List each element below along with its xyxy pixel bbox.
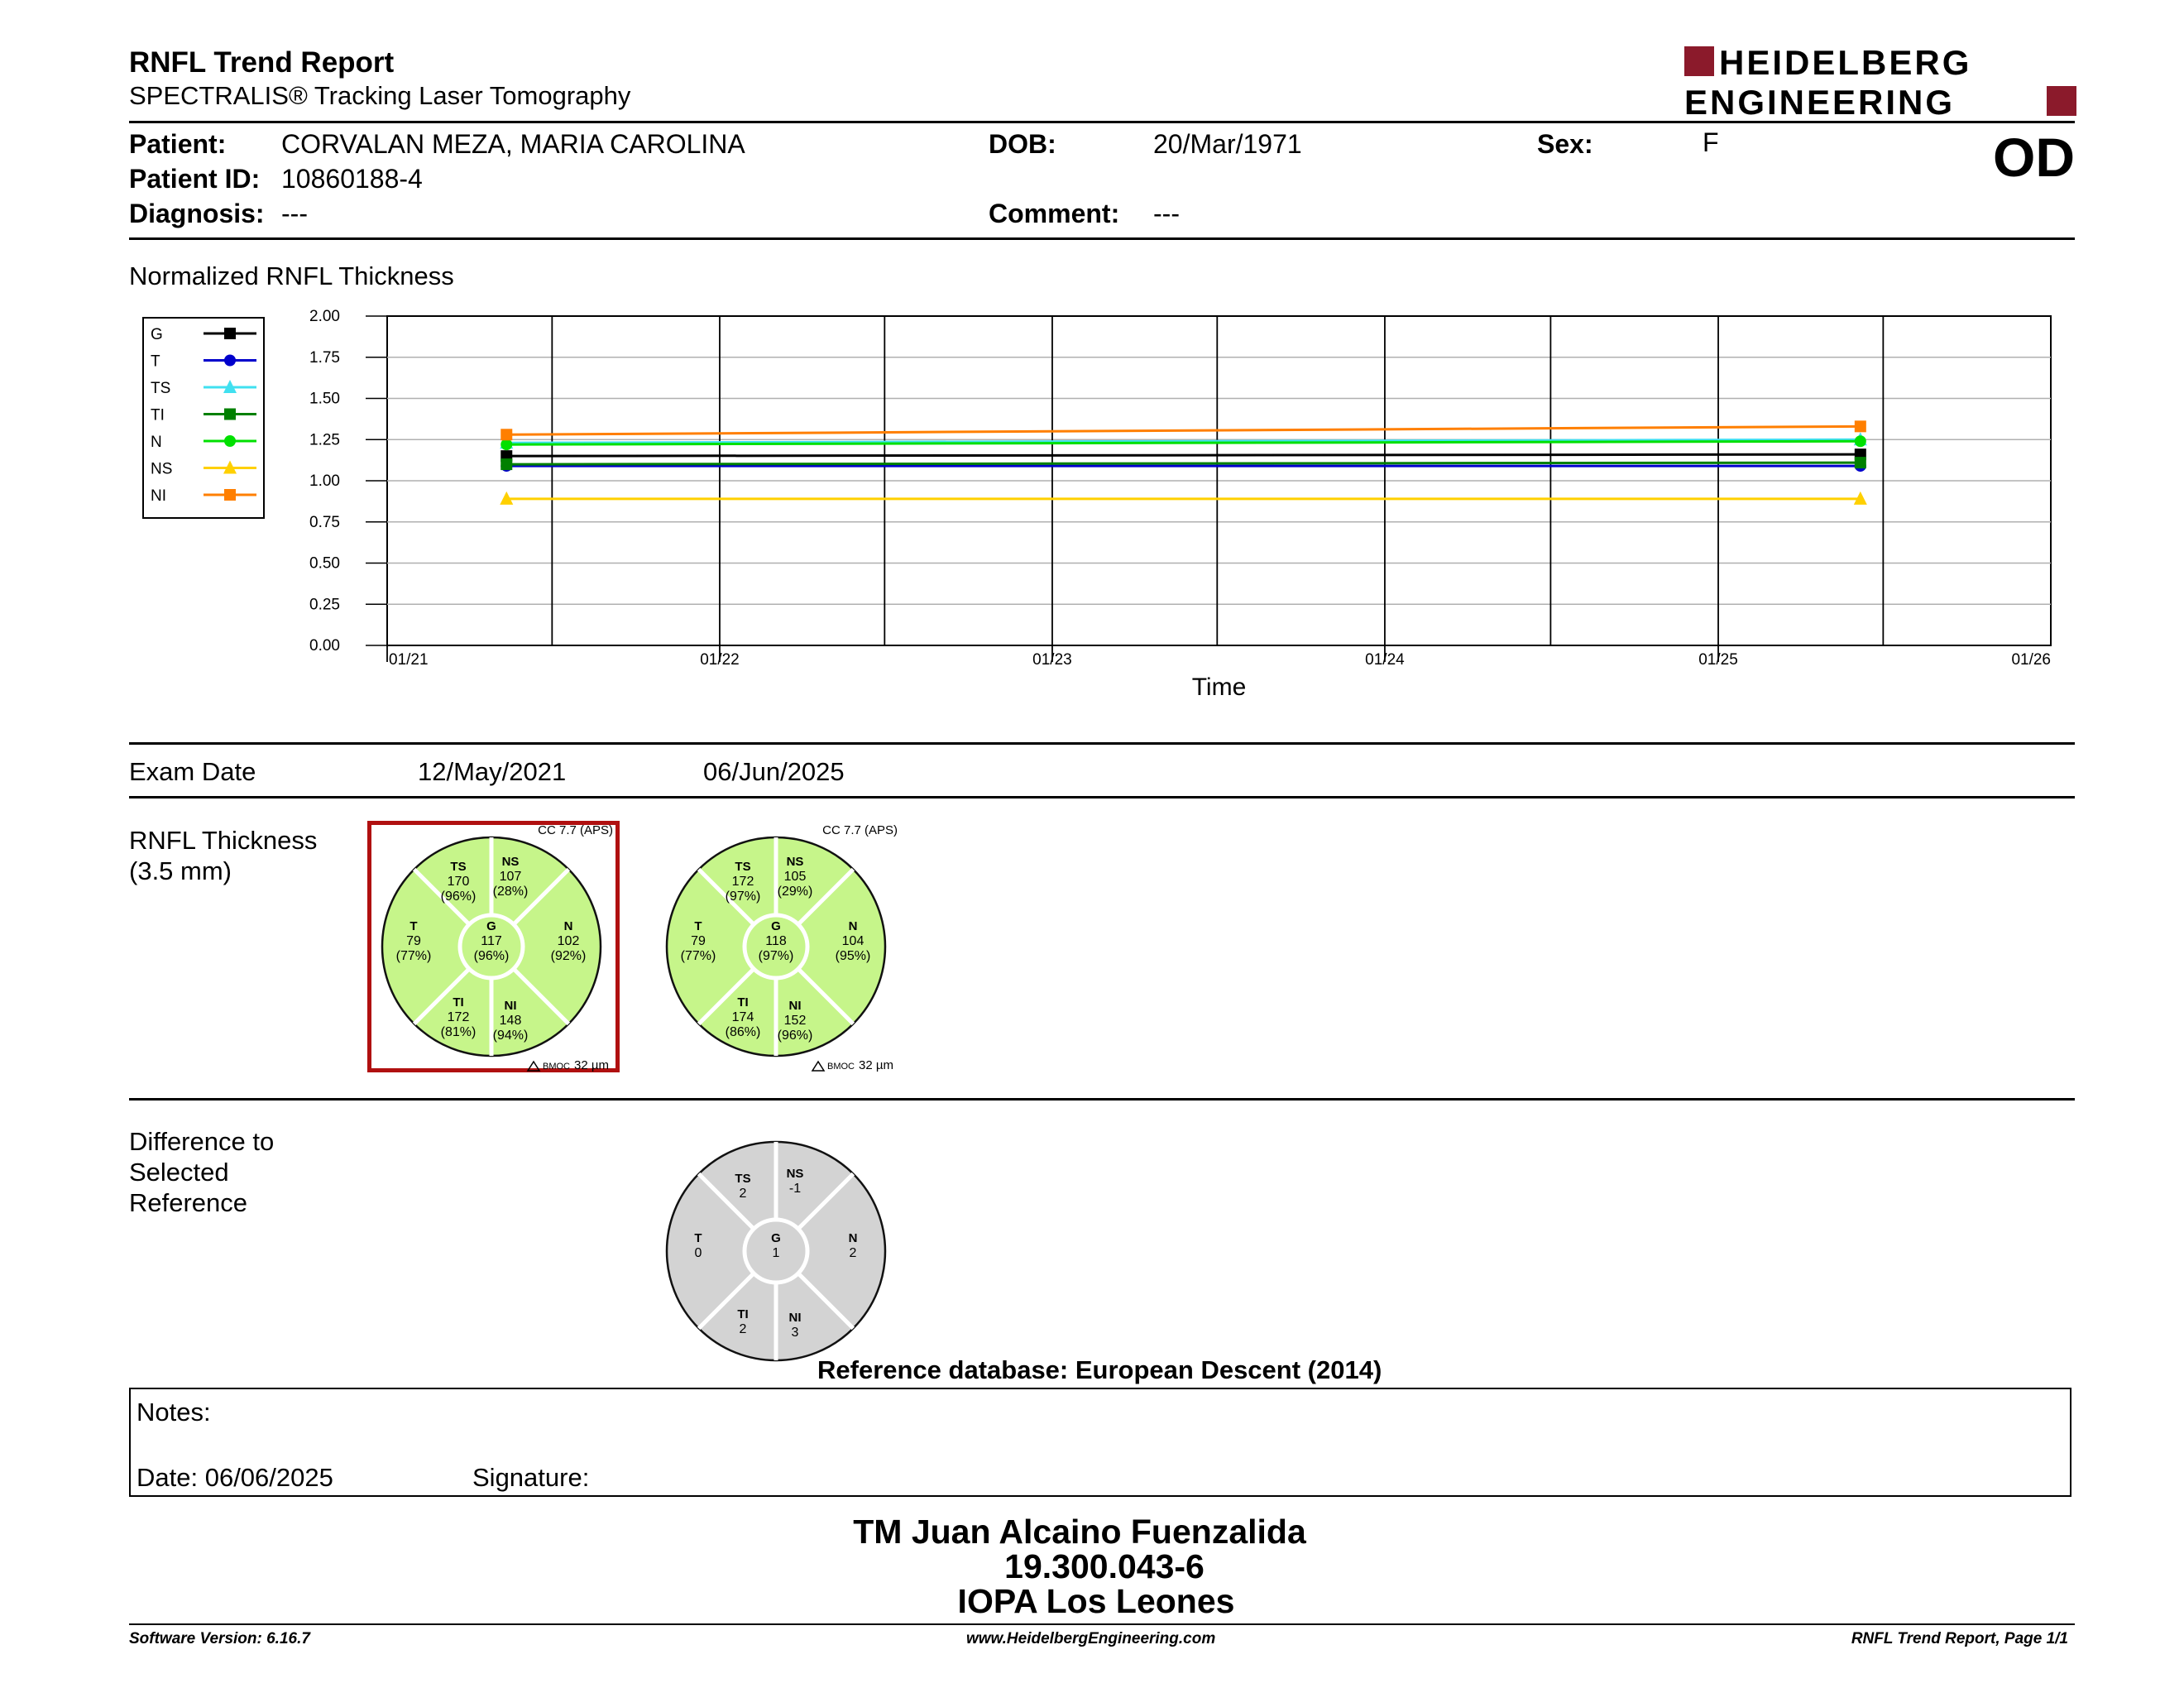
sector-ts-percent: (96%) (440, 890, 477, 904)
sector-ts-name: TS (450, 860, 467, 874)
thickness-label (129, 825, 317, 886)
logo-text-line2: ENGINEERING (1684, 83, 1956, 117)
sex-label: Sex: (1537, 129, 1593, 159)
sector-ts-value: 2 (739, 1187, 747, 1201)
sector-ni-name: NI (504, 999, 517, 1013)
sector-ni-value: 152 (783, 1014, 807, 1028)
x-axis-label: Time (1191, 674, 1247, 701)
sector-g-percent: (96%) (473, 949, 510, 963)
y-tick-label: 1.25 (309, 431, 340, 449)
sector-ti-percent: (81%) (440, 1025, 477, 1039)
comment-label: Comment: (989, 199, 1120, 228)
sector-g-value: 118 (765, 934, 787, 948)
x-tick-label: 01/21 (389, 651, 429, 669)
operator-name: TM Juan Alcaino Fuenzalida (853, 1513, 1306, 1551)
chart-title: Normalized RNFL Thickness (129, 261, 454, 290)
sector-ti-value: 172 (447, 1010, 470, 1024)
y-tick-label: 1.50 (309, 390, 340, 408)
data-point-ti (500, 458, 512, 470)
sector-t-value: 79 (406, 934, 421, 948)
sector-t-value: 0 (694, 1246, 702, 1260)
difference-label-line2: Selected (129, 1158, 229, 1187)
y-tick-label: 0.50 (309, 554, 340, 573)
delta-icon (812, 1062, 824, 1071)
thickness-divider (129, 1098, 2075, 1101)
sector-ns-value: 107 (499, 870, 522, 884)
dob-label: DOB: (989, 129, 1056, 159)
sector-n-value: 102 (557, 934, 580, 948)
notes-date: Date: 06/06/2025 (136, 1463, 333, 1492)
legend-label-n: N (151, 434, 162, 451)
y-tick-label: 0.25 (309, 596, 340, 614)
data-point-ni (500, 429, 512, 440)
legend-marker-ti (224, 409, 236, 420)
y-tick-label: 0.00 (309, 637, 340, 655)
legend-marker-ni (224, 489, 236, 501)
patient-name: CORVALAN MEZA, MARIA CAROLINA (281, 129, 745, 159)
sector-ni-name: NI (788, 999, 802, 1013)
y-tick-label: 0.75 (309, 513, 340, 531)
exam-divider (129, 796, 2075, 798)
notes-box[interactable] (129, 1388, 2071, 1497)
sector-ni-percent: (94%) (492, 1029, 529, 1043)
footer-website[interactable]: www.HeidelbergEngineering.com (966, 1630, 1216, 1647)
sector-g-value: 1 (772, 1246, 780, 1260)
footer-page: RNFL Trend Report, Page 1/1 (1851, 1630, 2068, 1647)
series-line-g (506, 454, 1861, 456)
sector-n-percent: (92%) (550, 949, 587, 963)
sector-ns-value: 105 (783, 870, 807, 884)
thickness-sector-map (652, 821, 904, 1072)
thickness-sector-map (367, 821, 620, 1072)
scan-quality-label: CC 7.7 (APS) (538, 823, 613, 837)
thickness-label-line1: RNFL Thickness (129, 826, 318, 855)
legend-label-ti: TI (151, 406, 165, 424)
sector-ti-value: 2 (739, 1322, 747, 1336)
notes-label: Notes: (136, 1398, 211, 1427)
bmoc-value: 32 µm (574, 1058, 609, 1072)
sector-n-percent: (95%) (835, 949, 871, 963)
legend-label-ni: NI (151, 487, 166, 505)
difference-circle (652, 1138, 904, 1369)
operator-rut: 19.300.043-6 (1004, 1547, 1205, 1585)
sector-t-percent: (77%) (680, 949, 716, 963)
patient-label: Patient: (129, 129, 227, 159)
footer-divider (129, 1623, 2075, 1625)
sector-ti-value: 174 (731, 1010, 754, 1024)
sector-ts-percent: (97%) (725, 890, 761, 904)
sector-ts-name: TS (735, 1172, 751, 1186)
trend-chart (0, 0, 2184, 728)
thickness-circle-exam-1[interactable] (367, 821, 620, 1072)
sector-ti-name: TI (737, 1307, 749, 1321)
sector-g-name: G (771, 1231, 781, 1245)
difference-sector-map (652, 1138, 904, 1369)
sector-n-value: 2 (849, 1246, 857, 1260)
operator-block (0, 1514, 2184, 1618)
data-point-n (500, 439, 512, 450)
sector-g-name: G (771, 919, 781, 933)
exam-date-1: 12/May/2021 (418, 757, 567, 786)
sector-g-percent: (97%) (758, 949, 794, 963)
legend-marker-g (224, 328, 236, 339)
sector-ni-name: NI (788, 1311, 802, 1325)
sector-ts-value: 172 (731, 875, 754, 889)
data-point-n (1855, 435, 1866, 447)
sector-t-name: T (694, 919, 702, 933)
y-tick-label: 1.75 (309, 348, 340, 367)
legend-label-g: G (151, 326, 163, 343)
sector-ti-percent: (86%) (725, 1025, 761, 1039)
sex-value: F (1703, 127, 1719, 157)
footer-version: Software Version: 6.16.7 (129, 1630, 310, 1647)
sector-ts-name: TS (735, 860, 751, 874)
x-tick-label: 01/25 (1698, 651, 1738, 669)
thickness-label-line2: (3.5 mm) (129, 856, 232, 885)
operator-clinic: IOPA Los Leones (957, 1582, 1235, 1620)
sector-ns-name: NS (786, 855, 804, 869)
sector-ns-percent: (28%) (492, 885, 529, 899)
sector-ts-value: 170 (447, 875, 470, 889)
x-tick-label: 01/26 (2011, 651, 2051, 669)
logo-text-line1: HEIDELBERG (1719, 45, 1972, 82)
thickness-circle-exam-2[interactable] (652, 821, 904, 1072)
sector-ti-name: TI (737, 995, 749, 1009)
sector-t-name: T (694, 1231, 702, 1245)
diagnosis-value: --- (281, 199, 308, 228)
sector-t-percent: (77%) (395, 949, 432, 963)
legend-label-ns: NS (151, 460, 173, 478)
x-tick-label: 01/22 (700, 651, 740, 669)
data-point-ti (1855, 457, 1866, 468)
sector-t-name: T (410, 919, 418, 933)
x-tick-label: 01/23 (1032, 651, 1072, 669)
scan-quality-label: CC 7.7 (APS) (822, 823, 898, 837)
eye-indicator: OD (1993, 127, 2075, 188)
report-title: RNFL Trend Report (129, 46, 395, 79)
legend-label-t: T (151, 352, 160, 371)
dob-value: 20/Mar/1971 (1153, 129, 1302, 159)
y-tick-label: 2.00 (309, 308, 340, 325)
x-tick-label: 01/24 (1365, 651, 1405, 669)
chart-divider (129, 742, 2075, 745)
sector-n-value: 104 (841, 934, 864, 948)
sector-g-name: G (486, 919, 496, 933)
sector-n-name: N (848, 919, 858, 933)
exam-date-2: 06/Jun/2025 (703, 757, 845, 786)
sector-n-name: N (848, 1231, 858, 1245)
patient-id-value: 10860188-4 (281, 164, 423, 194)
sector-ni-value: 148 (499, 1014, 522, 1028)
sector-g-value: 117 (481, 934, 502, 948)
report-subtitle: SPECTRALIS® Tracking Laser Tomography (129, 81, 631, 110)
sector-ti-name: TI (453, 995, 464, 1009)
reference-database: Reference database: European Descent (2014) (817, 1355, 1382, 1384)
series-line-ti (506, 463, 1861, 464)
sector-ni-percent: (96%) (777, 1029, 813, 1043)
data-point-ni (1855, 420, 1866, 432)
exam-date-label: Exam Date (129, 757, 256, 786)
legend-marker-n (224, 435, 236, 447)
sector-ns-name: NS (501, 855, 520, 869)
sector-t-value: 79 (691, 934, 706, 948)
signature-label: Signature: (472, 1463, 590, 1492)
sector-ns-value: -1 (788, 1182, 802, 1196)
difference-label-line1: Difference to (129, 1127, 275, 1156)
difference-label-line3: Reference (129, 1188, 248, 1217)
patient-id-label: Patient ID: (129, 164, 261, 194)
sector-ns-percent: (29%) (777, 885, 813, 899)
sector-ni-value: 3 (791, 1326, 799, 1340)
legend-marker-t (224, 355, 236, 367)
bmoc-value: 32 µm (859, 1058, 893, 1072)
bmoc-label: BMOC (827, 1062, 855, 1072)
y-tick-label: 1.00 (309, 472, 340, 490)
bmoc-label: BMOC (543, 1062, 570, 1072)
diagnosis-label: Diagnosis: (129, 199, 265, 228)
sector-n-name: N (563, 919, 573, 933)
comment-value: --- (1153, 199, 1180, 228)
difference-label (129, 1126, 274, 1218)
legend-label-ts: TS (151, 380, 171, 397)
sector-ns-name: NS (786, 1167, 804, 1181)
